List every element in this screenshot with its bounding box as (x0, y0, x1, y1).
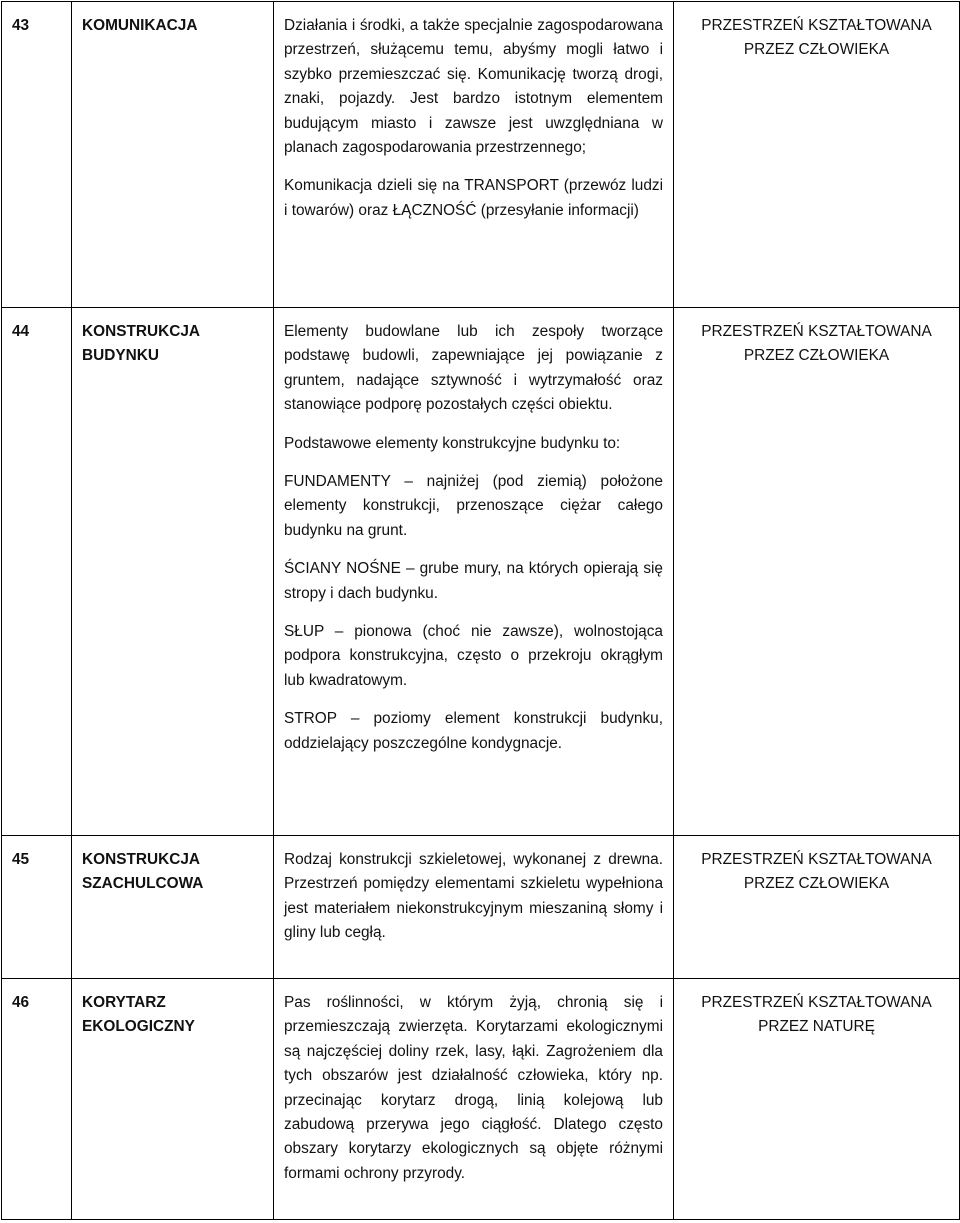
table-row (2, 979, 960, 1220)
definition-cell (274, 979, 674, 1220)
category-label: PRZESTRZEŃ KSZTAŁTOWANA (701, 17, 932, 34)
term-label: EKOLOGICZNY (82, 1018, 195, 1036)
category-cell (674, 308, 960, 836)
definition-paragraph: Komunikacja dzieli się na TRANSPORT (przewóz ludzi i towarów) oraz ŁĄCZNOŚĆ (przesyłanie informacji) (284, 177, 663, 219)
term-label: SZACHULCOWA (82, 875, 204, 893)
term-cell (72, 836, 274, 979)
definition-paragraph: Elementy budowlane lub ich zespoły tworzące podstawę budowli, zapewniające jej powiązanie z gruntem, nadające sztywność i wytrzymałość oraz stanowiące podporę pozostałych części obiektu. (284, 323, 663, 414)
category-label: PRZEZ CZŁOWIEKA (743, 875, 890, 893)
definition-paragraph: Pas roślinności, w którym żyją, chronią się i przemieszczają zwierzęta. Korytarzami ekologicznymi są najczęściej doliny rzek, lasy, łąki. Zagrożeniem dla tych obszarów jest działalność człowieka, który np. przecinając korytarz drogą, linią kolejową lub zabudową przerywa jego ciągłość. Dlatego często obszary korytarzy ekologicznych są objęte różnymi formami ochrony przyrody. (284, 994, 663, 1182)
term-cell (72, 979, 274, 1220)
term-label: KOMUNIKACJA (82, 17, 198, 34)
definition-paragraph: ŚCIANY NOŚNE – grube mury, na których opierają się stropy i dach budynku. (284, 560, 663, 602)
definition-paragraph: Podstawowe elementy konstrukcyjne budynku to: (284, 434, 621, 452)
term-label: KONSTRUKCJA (82, 851, 200, 868)
row-number: 45 (2, 836, 72, 979)
term-label: KORYTARZ (82, 994, 166, 1011)
category-label: PRZEZ NATURĘ (758, 1018, 875, 1036)
definition-cell (274, 836, 674, 979)
row-number: 44 (2, 308, 72, 836)
row-number: 43 (2, 2, 72, 308)
definition-paragraph: FUNDAMENTY – najniżej (pod ziemią) położone elementy konstrukcji, przenoszące ciężar całego budynku na grunt. (284, 473, 663, 539)
term-cell (72, 2, 274, 308)
definition-cell (274, 308, 674, 836)
definition-paragraph: Działania i środki, a także specjalnie zagospodarowana przestrzeń, służącemu temu, abyśmy mogli łatwo i szybko przemieszczać się. Komunikację tworzą drogi, znaki, pojazdy. Jest bardzo istotnym elementem budującym miasto i zawsze jest uwzględniana w planach zagospodarowania przestrzennego; (284, 17, 663, 157)
category-label: PRZESTRZEŃ KSZTAŁTOWANA (701, 323, 932, 340)
term-label: BUDYNKU (82, 347, 159, 365)
glossary-table (1, 1, 960, 1220)
definition-paragraph: SŁUP – pionowa (choć nie zawsze), wolnostojąca podpora konstrukcyjna, często o przekroju okrągłym lub kwadratowym. (284, 623, 663, 689)
category-label: PRZEZ CZŁOWIEKA (743, 41, 890, 59)
category-label: PRZESTRZEŃ KSZTAŁTOWANA (701, 994, 932, 1011)
definition-paragraph: Rodzaj konstrukcji szkieletowej, wykonanej z drewna. Przestrzeń pomiędzy elementami szkieletu wypełniona jest materiałem niekonstrukcyjnym mieszaniną słomy i gliny lub cegłą. (284, 851, 663, 942)
category-cell (674, 2, 960, 308)
category-label: PRZEZ CZŁOWIEKA (743, 347, 890, 365)
definition-cell (274, 2, 674, 308)
category-label: PRZESTRZEŃ KSZTAŁTOWANA (701, 851, 932, 868)
definition-paragraph: STROP – poziomy element konstrukcji budynku, oddzielający poszczególne kondygnacje. (284, 710, 663, 752)
row-number: 46 (2, 979, 72, 1220)
table-row (2, 836, 960, 979)
term-cell (72, 308, 274, 836)
table-row (2, 308, 960, 836)
term-label: KONSTRUKCJA (82, 323, 200, 340)
table-row (2, 2, 960, 308)
category-cell (674, 979, 960, 1220)
category-cell (674, 836, 960, 979)
